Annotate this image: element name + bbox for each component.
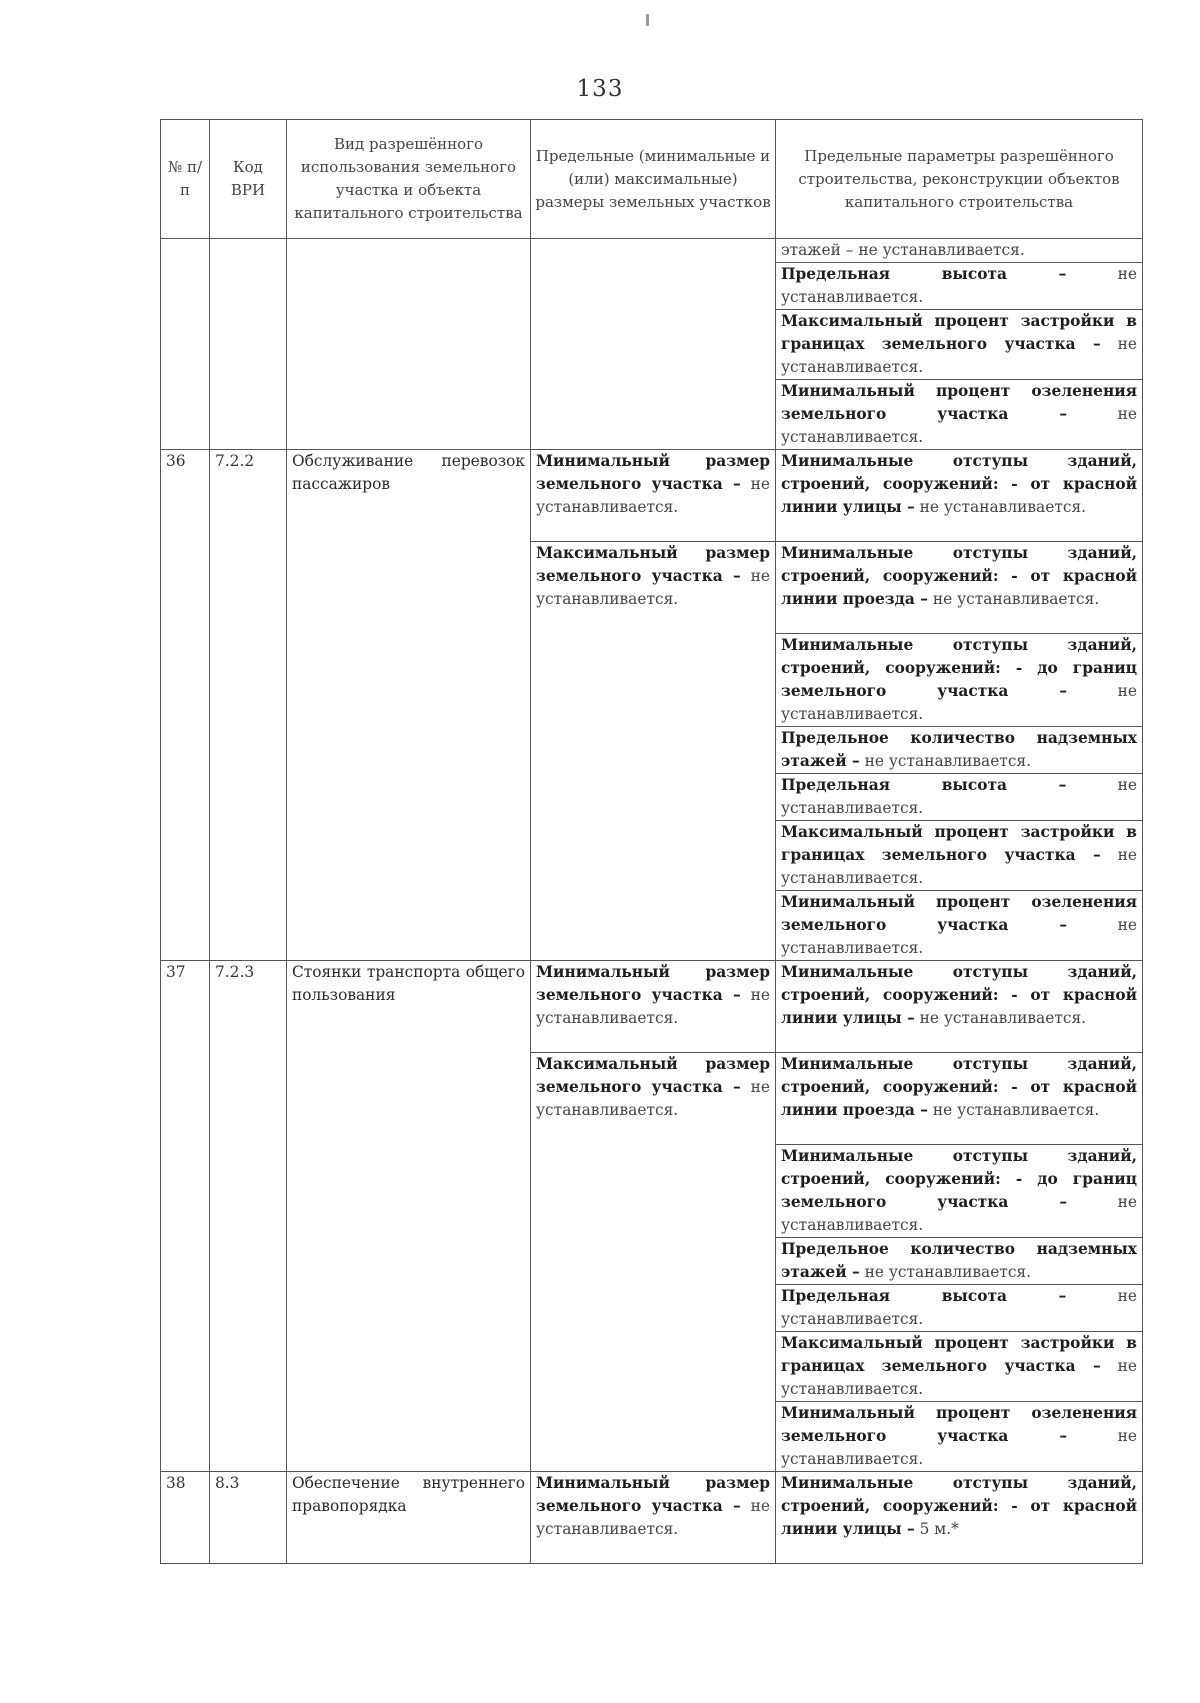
param-cell-value: не устанавливается. bbox=[781, 776, 1137, 817]
param-cell-heading: Минимальные отступы зданий, строений, сооружений: - от красной линии улицы – bbox=[781, 452, 1137, 516]
size-cell bbox=[531, 1472, 776, 1564]
param-cell-value: не устанавливается. bbox=[919, 1009, 1087, 1027]
param-cell bbox=[776, 1402, 1143, 1472]
row-kind: Обслуживание перевозок пассажиров bbox=[287, 450, 531, 961]
param-cell-heading: Минимальные отступы зданий, строений, сооружений: - от красной линии проезда – bbox=[781, 1055, 1137, 1119]
table-header-row bbox=[161, 120, 1143, 239]
param-cell bbox=[776, 310, 1143, 380]
param-cell-value: не устанавливается. bbox=[781, 846, 1137, 887]
table-row bbox=[161, 961, 1143, 1053]
regulations-table bbox=[160, 119, 1143, 1564]
size-cell bbox=[531, 450, 776, 542]
row-code: 7.2.3 bbox=[210, 961, 287, 1472]
param-cell bbox=[776, 1053, 1143, 1145]
param-cell-heading: Минимальные отступы зданий, строений, сооружений: - от красной линии улицы – bbox=[781, 1474, 1137, 1538]
param-cell-heading: Предельная высота – bbox=[781, 265, 1067, 283]
size-cell-value: не устанавливается. bbox=[536, 986, 770, 1027]
param-cell-value: не устанавливается. bbox=[781, 265, 1137, 306]
size-cell-value: не устанавливается. bbox=[536, 567, 770, 608]
header-params: Предельные параметры разрешённого строительства, реконструкции объектов капитального строительства bbox=[776, 120, 1143, 239]
param-cell-heading: Минимальные отступы зданий, строений, сооружений: - от красной линии проезда – bbox=[781, 544, 1137, 608]
size-cell-heading: Минимальный размер земельного участка – bbox=[536, 963, 770, 1004]
param-cell bbox=[776, 1472, 1143, 1564]
cont-kind bbox=[287, 239, 531, 450]
param-cell-value: не устанавливается. bbox=[919, 498, 1087, 516]
param-cell-value: этажей – не устанавливается. bbox=[781, 241, 1025, 259]
header-no: № п/п bbox=[161, 120, 210, 239]
param-cell-heading: Минимальные отступы зданий, строений, сооружений: - до границ земельного участка – bbox=[781, 636, 1137, 700]
param-cell bbox=[776, 380, 1143, 450]
row-code: 8.3 bbox=[210, 1472, 287, 1564]
row-kind: Обеспечение внутреннего правопорядка bbox=[287, 1472, 531, 1564]
table-row bbox=[161, 1472, 1143, 1564]
cont-code bbox=[210, 239, 287, 450]
param-cell bbox=[776, 961, 1143, 1053]
param-cell-heading: Максимальный процент застройки в границах земельного участка – bbox=[781, 312, 1137, 353]
param-cell-value: не устанавливается. bbox=[932, 1101, 1100, 1119]
header-kind: Вид разрешённого использования земельного участка и объекта капитального строительства bbox=[287, 120, 531, 239]
param-cell-heading: Предельная высота – bbox=[781, 776, 1067, 794]
size-cell bbox=[531, 961, 776, 1053]
page-number: 133 bbox=[576, 76, 624, 102]
param-cell-value: 5 м.* bbox=[919, 1520, 959, 1538]
param-cell-value: не устанавливается. bbox=[932, 590, 1100, 608]
cont-no bbox=[161, 239, 210, 450]
size-cell-value: не устанавливается. bbox=[536, 475, 770, 516]
table-row bbox=[161, 239, 1143, 263]
param-cell-value: не устанавливается. bbox=[864, 1263, 1032, 1281]
size-cell bbox=[531, 1053, 776, 1472]
param-cell-value: не устанавливается. bbox=[781, 405, 1137, 446]
param-cell bbox=[776, 1285, 1143, 1332]
row-number: 37 bbox=[161, 961, 210, 1472]
param-cell-value: не устанавливается. bbox=[781, 1427, 1137, 1468]
param-cell bbox=[776, 891, 1143, 961]
param-cell-heading: Минимальные отступы зданий, строений, сооружений: - до границ земельного участка – bbox=[781, 1147, 1137, 1211]
row-number: 36 bbox=[161, 450, 210, 961]
param-cell-heading: Максимальный процент застройки в границах земельного участка – bbox=[781, 823, 1137, 864]
size-cell bbox=[531, 542, 776, 961]
scan-mark bbox=[646, 14, 649, 26]
row-kind: Стоянки транспорта общего пользования bbox=[287, 961, 531, 1472]
table-row bbox=[161, 450, 1143, 542]
param-cell-heading: Минимальный процент озеленения земельного участка – bbox=[781, 382, 1137, 423]
param-cell bbox=[776, 821, 1143, 891]
param-cell bbox=[776, 1238, 1143, 1285]
size-cell-value: не устанавливается. bbox=[536, 1078, 770, 1119]
size-cell-heading: Максимальный размер земельного участка – bbox=[536, 544, 770, 585]
param-cell-value: не устанавливается. bbox=[781, 682, 1137, 723]
cont-size bbox=[531, 239, 776, 450]
table-body bbox=[161, 239, 1143, 1564]
row-number: 38 bbox=[161, 1472, 210, 1564]
header-size: Предельные (минимальные и (или) максимальные) размеры земельных участков bbox=[531, 120, 776, 239]
param-cell bbox=[776, 239, 1143, 263]
param-cell bbox=[776, 634, 1143, 727]
param-cell-heading: Максимальный процент застройки в границах земельного участка – bbox=[781, 1334, 1137, 1375]
param-cell-value: не устанавливается. bbox=[864, 752, 1032, 770]
param-cell-value: не устанавливается. bbox=[781, 1287, 1137, 1328]
param-cell bbox=[776, 774, 1143, 821]
param-cell bbox=[776, 1332, 1143, 1402]
param-cell-heading: Предельная высота – bbox=[781, 1287, 1067, 1305]
param-cell bbox=[776, 1145, 1143, 1238]
size-cell-value: не устанавливается. bbox=[536, 1497, 770, 1538]
param-cell-value: не устанавливается. bbox=[781, 335, 1137, 376]
header-code: Код ВРИ bbox=[210, 120, 287, 239]
param-cell bbox=[776, 263, 1143, 310]
param-cell bbox=[776, 450, 1143, 542]
param-cell-heading: Минимальный процент озеленения земельного участка – bbox=[781, 893, 1137, 934]
size-cell-heading: Минимальный размер земельного участка – bbox=[536, 1474, 770, 1515]
param-cell bbox=[776, 727, 1143, 774]
param-cell-value: не устанавливается. bbox=[781, 1357, 1137, 1398]
param-cell-value: не устанавливается. bbox=[781, 916, 1137, 957]
size-cell-heading: Минимальный размер земельного участка – bbox=[536, 452, 770, 493]
param-cell-heading: Предельное количество надземных этажей – bbox=[781, 729, 1137, 770]
param-cell-heading: Минимальный процент озеленения земельного участка – bbox=[781, 1404, 1137, 1445]
size-cell-heading: Максимальный размер земельного участка – bbox=[536, 1055, 770, 1096]
param-cell-value: не устанавливается. bbox=[781, 1193, 1137, 1234]
param-cell bbox=[776, 542, 1143, 634]
param-cell-heading: Минимальные отступы зданий, строений, сооружений: - от красной линии улицы – bbox=[781, 963, 1137, 1027]
param-cell-heading: Предельное количество надземных этажей – bbox=[781, 1240, 1137, 1281]
row-code: 7.2.2 bbox=[210, 450, 287, 961]
